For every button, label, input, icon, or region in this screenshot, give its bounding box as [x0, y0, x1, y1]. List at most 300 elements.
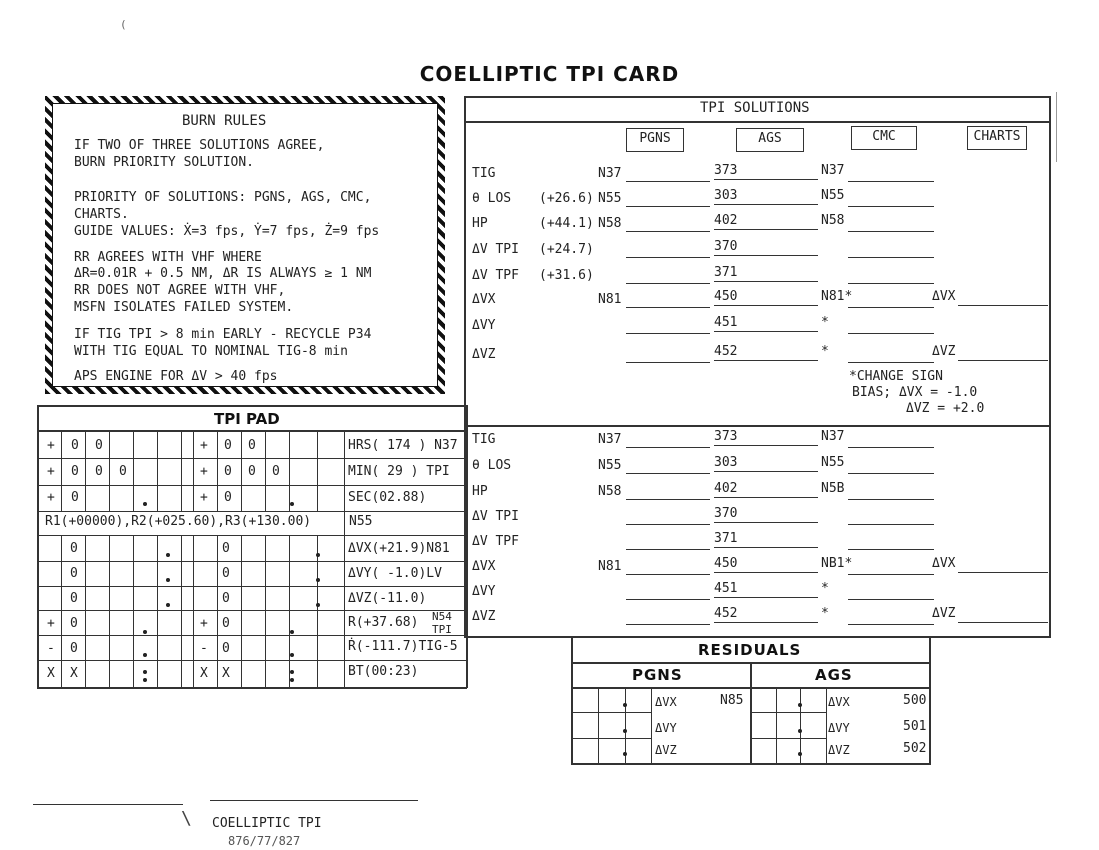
- column-ags: AGS: [736, 128, 804, 152]
- solution-extra-label: ΔVZ: [932, 606, 956, 621]
- pad-grid-line: [265, 660, 266, 687]
- pad-cell[interactable]: 0: [224, 490, 232, 505]
- change-sign-note: *CHANGE SIGN: [849, 369, 943, 384]
- pad-cell[interactable]: +: [200, 490, 208, 505]
- solution-pgns-noun: N58: [598, 484, 622, 499]
- pgns-field[interactable]: [626, 333, 710, 334]
- pad-x-cell[interactable]: X: [47, 666, 55, 681]
- pad-time-label: SEC(02.88): [348, 490, 427, 505]
- ags-field[interactable]: [714, 255, 818, 256]
- decimal-point: [316, 553, 320, 557]
- pad-time-label: HRS( 174 ) N37: [348, 438, 458, 453]
- solution-nominal: (+44.1): [539, 216, 594, 231]
- solution-row-label: ΔV TPI: [472, 242, 519, 257]
- pgns-field[interactable]: [626, 181, 710, 182]
- pad-grid-line: [85, 610, 86, 660]
- solution-pgns-noun: N37: [598, 432, 622, 447]
- pad-label-divider: [344, 431, 345, 688]
- solution-row-label: ΔVZ: [472, 609, 496, 624]
- pad-cell[interactable]: 0: [95, 464, 103, 479]
- burn-rule-line: IF TWO OF THREE SOLUTIONS AGREE,: [74, 138, 325, 153]
- solution-ags-address: 450: [714, 289, 738, 304]
- footer-rule: [33, 804, 183, 805]
- pgns-field[interactable]: [626, 206, 710, 207]
- burn-rule-line: BURN PRIORITY SOLUTION.: [74, 155, 255, 170]
- pgns-field[interactable]: [626, 624, 710, 625]
- solutions-heading: TPI SOLUTIONS: [700, 100, 810, 116]
- ags-field[interactable]: [714, 360, 818, 361]
- pad-grid-line: [37, 586, 467, 587]
- pad-time-label: MIN( 29 ) TPI: [348, 464, 450, 479]
- solution-cmc-noun: N37: [821, 163, 845, 178]
- decimal-point: [798, 703, 802, 707]
- pad-grid-line: [289, 535, 290, 610]
- pad-cell[interactable]: 0: [119, 464, 127, 479]
- charts-field[interactable]: [958, 305, 1048, 306]
- pad-grid-line: [61, 431, 62, 511]
- solution-row-label: θ LOS: [472, 191, 512, 206]
- ags-field[interactable]: [714, 445, 818, 446]
- charts-field[interactable]: [958, 572, 1048, 573]
- pad-dv-cell[interactable]: 0: [70, 591, 78, 606]
- decimal-point: [143, 502, 147, 506]
- pad-grid-line: [157, 660, 158, 687]
- pad-cell[interactable]: +: [200, 464, 208, 479]
- charts-field[interactable]: [958, 360, 1048, 361]
- solution-pgns-noun: N55: [598, 458, 622, 473]
- pad-x-cell[interactable]: X: [200, 666, 208, 681]
- solution-ags-address: 303: [714, 188, 738, 203]
- cmc-field[interactable]: [848, 206, 934, 207]
- ags-field[interactable]: [714, 522, 818, 523]
- ags-field[interactable]: [714, 471, 818, 472]
- solution-ags-address: 370: [714, 506, 738, 521]
- pad-frame-top: [37, 405, 467, 407]
- ags-field[interactable]: [714, 229, 818, 230]
- pgns-field[interactable]: [626, 499, 710, 500]
- ags-field[interactable]: [714, 305, 818, 306]
- residual-grid-line: [750, 738, 826, 739]
- pgns-field[interactable]: [626, 574, 710, 575]
- burn-rule-line: APS ENGINE FOR ΔV > 40 fps: [74, 369, 278, 384]
- pad-r-note: TPI: [432, 623, 452, 636]
- pad-grid-line: [317, 660, 318, 687]
- pad-r-cell[interactable]: 0: [70, 641, 78, 656]
- pad-dv-cell[interactable]: 0: [222, 566, 230, 581]
- pad-frame-left: [37, 405, 39, 688]
- column-pgns: PGNS: [626, 128, 684, 152]
- pad-r-sign[interactable]: +: [47, 616, 55, 631]
- ags-field[interactable]: [714, 497, 818, 498]
- decimal-point: [166, 553, 170, 557]
- pad-grid-line: [109, 431, 110, 511]
- pad-range-line: R1(+00000),R2(+025.60),R3(+130.00): [45, 514, 312, 529]
- cmc-field[interactable]: [848, 362, 934, 363]
- residual-ags-label: ΔVY: [828, 721, 850, 735]
- cmc-field[interactable]: [848, 257, 934, 258]
- cmc-field[interactable]: [848, 524, 934, 525]
- solutions-frame-top: [464, 96, 1051, 98]
- pad-dv-label: ΔVX(+21.9)N81: [348, 541, 450, 556]
- bias-note: BIAS; ΔVX = -1.0: [852, 385, 978, 400]
- cmc-field[interactable]: [848, 333, 934, 334]
- solution-ags-address: 402: [714, 213, 738, 228]
- ags-field[interactable]: [714, 597, 818, 598]
- column-charts: CHARTS: [967, 126, 1027, 150]
- decimal-point: [623, 729, 627, 733]
- pad-grid-line: [37, 635, 467, 636]
- solution-cmc-noun: *: [821, 581, 829, 596]
- decimal-point: [290, 670, 294, 674]
- pad-r-sign[interactable]: -: [200, 641, 208, 656]
- solution-cmc-noun: *: [821, 344, 829, 359]
- pad-grid-line: [109, 660, 110, 687]
- solution-ags-address: 371: [714, 531, 738, 546]
- pgns-field[interactable]: [626, 549, 710, 550]
- ags-field[interactable]: [714, 547, 818, 548]
- cmc-field[interactable]: [848, 499, 934, 500]
- ags-field[interactable]: [714, 622, 818, 623]
- solution-row-label: ΔVY: [472, 318, 496, 333]
- pad-rdot-label: Ṙ(-111.7)TIG-5: [348, 639, 458, 654]
- pgns-field[interactable]: [626, 447, 710, 448]
- residual-ags-address: 500: [903, 693, 927, 708]
- pad-r-sign[interactable]: +: [200, 616, 208, 631]
- pad-grid-line: [61, 610, 62, 660]
- decimal-point: [316, 578, 320, 582]
- decimal-point: [166, 578, 170, 582]
- solution-cmc-noun: N37: [821, 429, 845, 444]
- decimal-point: [798, 729, 802, 733]
- pad-grid-line: [193, 535, 194, 610]
- solution-cmc-noun: N55: [821, 455, 845, 470]
- solution-cmc-noun: N5B: [821, 481, 845, 496]
- pad-cell[interactable]: 0: [95, 438, 103, 453]
- ags-field[interactable]: [714, 179, 818, 180]
- pad-grid-line: [133, 610, 134, 660]
- residual-pgns-label: ΔVY: [655, 721, 677, 735]
- pgns-field[interactable]: [626, 283, 710, 284]
- pad-x-cell[interactable]: X: [222, 666, 230, 681]
- pad-r-cell[interactable]: 0: [70, 616, 78, 631]
- residuals-heading: RESIDUALS: [698, 641, 802, 659]
- pad-cell[interactable]: +: [47, 438, 55, 453]
- pad-dv-label: ΔVY( -1.0)LV: [348, 566, 442, 581]
- pad-cell[interactable]: +: [200, 438, 208, 453]
- decimal-point: [143, 670, 147, 674]
- cmc-field[interactable]: [848, 231, 934, 232]
- residual-grid-line: [571, 738, 651, 739]
- residual-ags-address: 501: [903, 719, 927, 734]
- pgns-field[interactable]: [626, 524, 710, 525]
- pad-grid-line: [37, 511, 467, 512]
- scan-edge-line: [1056, 92, 1057, 162]
- pad-cell[interactable]: 0: [224, 438, 232, 453]
- pad-grid-line: [37, 458, 467, 459]
- pgns-field[interactable]: [626, 362, 710, 363]
- bias-note: ΔVZ = +2.0: [906, 401, 985, 416]
- pad-grid-line: [217, 535, 218, 610]
- decimal-point: [166, 603, 170, 607]
- pad-grid-line: [317, 431, 318, 511]
- footer-sub: 876/77/827: [228, 834, 301, 848]
- pad-heading-rule: [37, 430, 467, 432]
- solution-row-label: HP: [472, 216, 488, 231]
- pad-dv-cell[interactable]: 0: [222, 591, 230, 606]
- pad-dv-label: ΔVZ(-11.0): [348, 591, 427, 606]
- solution-cmc-noun: NB1*: [821, 556, 853, 571]
- pgns-field[interactable]: [626, 231, 710, 232]
- solution-extra-label: ΔVX: [932, 556, 956, 571]
- decimal-point: [623, 752, 627, 756]
- pad-r-cell[interactable]: 0: [222, 641, 230, 656]
- burn-rule-line: IF TIG TPI > 8 min EARLY - RECYCLE P34: [74, 327, 372, 342]
- pad-grid-line: [37, 610, 467, 611]
- pad-grid-line: [265, 431, 266, 511]
- cmc-field[interactable]: [848, 307, 934, 308]
- column-cmc: CMC: [851, 126, 917, 150]
- ags-field[interactable]: [714, 204, 818, 205]
- solution-pgns-noun: N81: [598, 292, 622, 307]
- decimal-point: [290, 502, 294, 506]
- solution-row-label: ΔV TPI: [472, 509, 519, 524]
- solution-ags-address: 452: [714, 606, 738, 621]
- solution-cmc-noun: N55: [821, 188, 845, 203]
- pad-grid-line: [181, 431, 182, 511]
- pad-cell[interactable]: 0: [248, 464, 256, 479]
- decimal-point: [143, 653, 147, 657]
- pad-cell[interactable]: 0: [71, 438, 79, 453]
- cmc-field[interactable]: [848, 599, 934, 600]
- solution-ags-address: 402: [714, 481, 738, 496]
- pad-grid-line: [193, 610, 194, 660]
- pad-cell[interactable]: 0: [272, 464, 280, 479]
- solution-ags-address: 371: [714, 265, 738, 280]
- pad-grid-line: [157, 535, 158, 610]
- solutions-divider: [464, 425, 1051, 427]
- residual-pgns-noun: N85: [720, 693, 744, 708]
- solution-row-label: ΔVX: [472, 292, 496, 307]
- solution-extra-label: ΔVZ: [932, 344, 956, 359]
- ags-field[interactable]: [714, 572, 818, 573]
- pad-grid-line: [157, 431, 158, 511]
- residual-grid-line: [826, 688, 827, 763]
- solutions-frame-right: [1049, 96, 1051, 637]
- pad-grid-line: [61, 660, 62, 687]
- residual-ags-address: 502: [903, 741, 927, 756]
- solution-cmc-noun: *: [821, 606, 829, 621]
- solution-ags-address: 370: [714, 239, 738, 254]
- solution-cmc-noun: *: [821, 315, 829, 330]
- pad-cell[interactable]: +: [47, 464, 55, 479]
- pad-grid-line: [217, 610, 218, 660]
- cmc-field[interactable]: [848, 549, 934, 550]
- burn-rule-line: ΔR=0.01R + 0.5 NM, ΔR IS ALWAYS ≥ 1 NM: [74, 266, 372, 281]
- scan-mark: (: [120, 18, 127, 31]
- cmc-field[interactable]: [848, 574, 934, 575]
- pad-cell[interactable]: 0: [71, 464, 79, 479]
- pad-cell[interactable]: +: [47, 490, 55, 505]
- solution-ags-address: 452: [714, 344, 738, 359]
- solution-row-label: ΔVX: [472, 559, 496, 574]
- pgns-field[interactable]: [626, 473, 710, 474]
- solution-ags-address: 373: [714, 163, 738, 178]
- burn-rule-line: MSFN ISOLATES FAILED SYSTEM.: [74, 300, 294, 315]
- solution-row-label: ΔV TPF: [472, 534, 519, 549]
- burn-rule-line: PRIORITY OF SOLUTIONS: PGNS, AGS, CMC,: [74, 190, 372, 205]
- pad-grid-line: [181, 535, 182, 610]
- solution-row-label: TIG: [472, 166, 496, 181]
- pad-x-cell[interactable]: X: [70, 666, 78, 681]
- decimal-point: [623, 703, 627, 707]
- pad-grid-line: [217, 431, 218, 511]
- solution-nominal: (+31.6): [539, 268, 594, 283]
- solution-cmc-noun: N58: [821, 213, 845, 228]
- pad-grid-line: [37, 535, 467, 536]
- residuals-divider: [750, 662, 752, 764]
- pad-dv-cell[interactable]: 0: [70, 541, 78, 556]
- footer-rule: [210, 800, 418, 801]
- burn-rule-line: GUIDE VALUES: Ẋ=3 fps, Ẏ=7 fps, Ż=9 fps: [74, 224, 380, 239]
- pad-cell[interactable]: 0: [224, 464, 232, 479]
- pad-grid-line: [85, 431, 86, 511]
- pad-grid-line: [241, 610, 242, 660]
- pad-grid-line: [37, 660, 467, 661]
- ags-field[interactable]: [714, 281, 818, 282]
- pad-grid-line: [181, 660, 182, 687]
- solution-cmc-noun: N81*: [821, 289, 853, 304]
- solution-nominal: (+24.7): [539, 242, 594, 257]
- residual-grid-line: [651, 688, 652, 763]
- residuals-frame-right: [929, 637, 931, 764]
- pad-frame-right: [466, 405, 468, 688]
- residual-ags-label: ΔVZ: [828, 743, 850, 757]
- solution-row-label: ΔV TPF: [472, 268, 519, 283]
- pad-grid-line: [217, 660, 218, 687]
- pgns-field[interactable]: [626, 599, 710, 600]
- solution-row-label: ΔVZ: [472, 347, 496, 362]
- pad-cell[interactable]: 0: [71, 490, 79, 505]
- pad-grid-line: [133, 535, 134, 610]
- solution-pgns-noun: N81: [598, 559, 622, 574]
- pad-grid-line: [317, 535, 318, 610]
- pad-grid-line: [133, 660, 134, 687]
- residual-grid-line: [776, 688, 777, 763]
- solution-ags-address: 303: [714, 455, 738, 470]
- pad-grid-line: [61, 535, 62, 610]
- cmc-field[interactable]: [848, 624, 934, 625]
- pad-grid-line: [85, 535, 86, 610]
- pad-grid-line: [265, 535, 266, 610]
- pad-range-noun: N55: [349, 514, 373, 529]
- solution-ags-address: 373: [714, 429, 738, 444]
- residual-grid-line: [750, 712, 826, 713]
- solution-pgns-noun: N55: [598, 191, 622, 206]
- pad-grid-line: [193, 660, 194, 687]
- pad-cell[interactable]: 0: [248, 438, 256, 453]
- pad-grid-line: [317, 610, 318, 660]
- residual-grid-line: [571, 712, 651, 713]
- solution-row-label: θ LOS: [472, 458, 512, 473]
- residuals-pgns-heading: PGNS: [632, 666, 683, 684]
- charts-field[interactable]: [958, 622, 1048, 623]
- pad-r-note: N54: [432, 610, 452, 623]
- solutions-heading-rule: [464, 121, 1051, 123]
- solution-ags-address: 450: [714, 556, 738, 571]
- solution-row-label: ΔVY: [472, 584, 496, 599]
- residual-pgns-label: ΔVX: [655, 695, 677, 709]
- solution-pgns-noun: N37: [598, 166, 622, 181]
- cmc-field[interactable]: [848, 181, 934, 182]
- residual-ags-label: ΔVX: [828, 695, 850, 709]
- pad-grid-line: [157, 610, 158, 660]
- pad-grid-line: [85, 660, 86, 687]
- pad-dv-cell[interactable]: 0: [70, 566, 78, 581]
- solution-row-label: HP: [472, 484, 488, 499]
- pad-r-cell[interactable]: 0: [222, 616, 230, 631]
- pad-r-sign[interactable]: -: [47, 641, 55, 656]
- burn-rule-line: WITH TIG EQUAL TO NOMINAL TIG-8 min: [74, 344, 348, 359]
- burn-rule-line: RR AGREES WITH VHF WHERE: [74, 250, 262, 265]
- pad-grid-line: [181, 610, 182, 660]
- pad-dv-cell[interactable]: 0: [222, 541, 230, 556]
- pad-grid-line: [193, 431, 194, 511]
- residual-grid-line: [598, 688, 599, 763]
- ags-field[interactable]: [714, 331, 818, 332]
- footer-title: COELLIPTIC TPI: [212, 816, 322, 831]
- cmc-field[interactable]: [848, 283, 934, 284]
- pad-grid-line: [241, 535, 242, 610]
- decimal-point: [316, 603, 320, 607]
- residual-pgns-label: ΔVZ: [655, 743, 677, 757]
- cmc-field[interactable]: [848, 447, 934, 448]
- residuals-frame-left: [571, 637, 573, 764]
- pgns-field[interactable]: [626, 257, 710, 258]
- pgns-field[interactable]: [626, 307, 710, 308]
- cmc-field[interactable]: [848, 473, 934, 474]
- pad-grid-line: [37, 485, 467, 486]
- pad-grid-line: [37, 561, 467, 562]
- solution-extra-label: ΔVX: [932, 289, 956, 304]
- pad-heading: TPI PAD: [214, 410, 280, 428]
- decimal-point: [290, 630, 294, 634]
- decimal-point: [143, 630, 147, 634]
- decimal-point: [290, 653, 294, 657]
- pad-grid-line: [109, 535, 110, 610]
- pad-grid-line: [241, 431, 242, 511]
- pad-frame-bottom: [37, 687, 467, 689]
- pad-grid-line: [241, 660, 242, 687]
- decimal-point: [798, 752, 802, 756]
- solution-row-label: TIG: [472, 432, 496, 447]
- pad-r-label: R(+37.68): [348, 615, 419, 630]
- decimal-point: [290, 678, 294, 682]
- solution-ags-address: 451: [714, 315, 738, 330]
- burn-rules-heading: BURN RULES: [182, 113, 267, 129]
- pad-grid-line: [265, 610, 266, 660]
- footer-bracket: \: [181, 808, 192, 829]
- pad-grid-line: [289, 431, 290, 511]
- burn-rule-line: RR DOES NOT AGREE WITH VHF,: [74, 283, 286, 298]
- solutions-frame-bottom: [464, 636, 1051, 638]
- pad-grid-line: [109, 610, 110, 660]
- residuals-ags-heading: AGS: [815, 666, 853, 684]
- card-title: COELLIPTIC TPI CARD: [419, 62, 680, 86]
- solution-pgns-noun: N58: [598, 216, 622, 231]
- decimal-point: [143, 678, 147, 682]
- burn-rule-line: CHARTS.: [74, 207, 129, 222]
- pad-bt-label: BT(00:23): [348, 664, 419, 679]
